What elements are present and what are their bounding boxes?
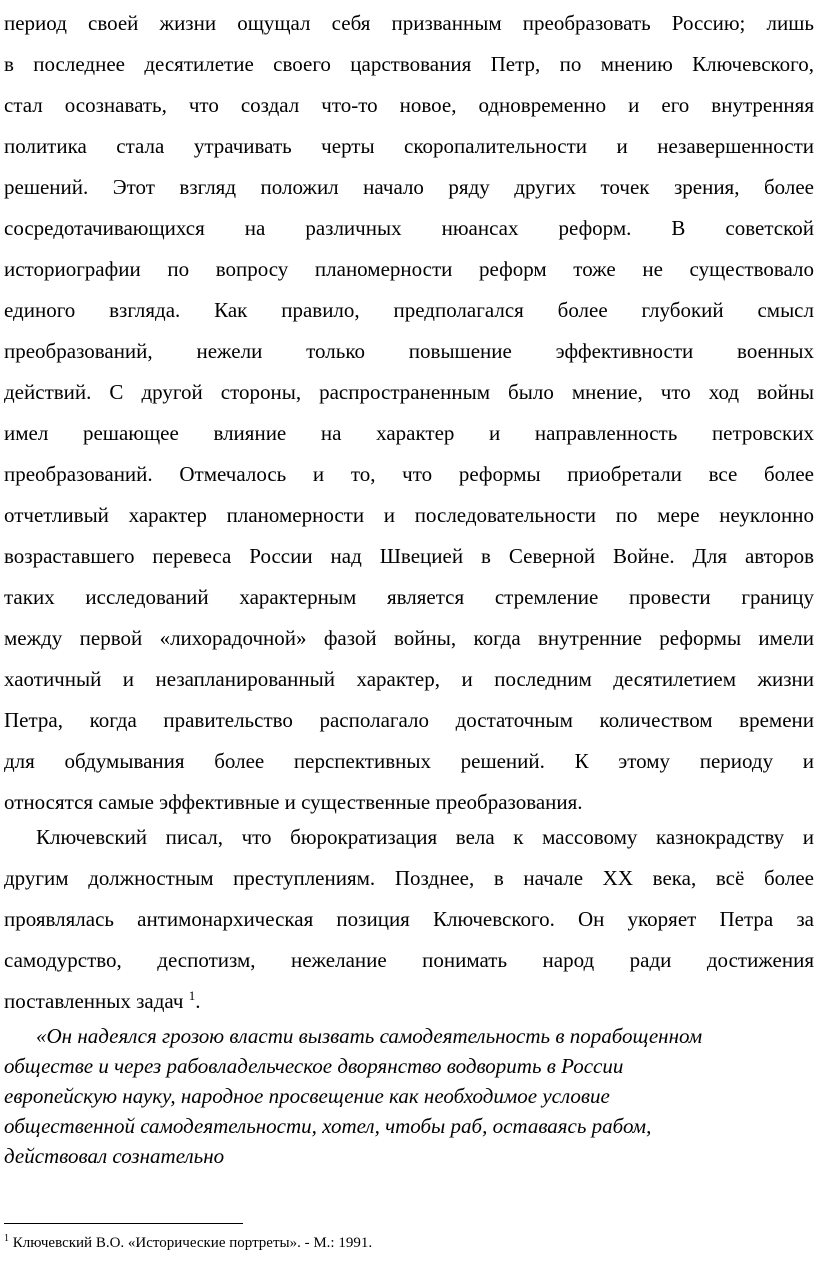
- text-fragment: .: [195, 989, 201, 1013]
- text-line: таких исследований характерным является стремление провести границу: [4, 585, 814, 609]
- paragraph-2: [4, 817, 814, 1022]
- text-line: в последнее десятилетие своего царствования Петр, по мнению Ключевского,: [4, 52, 814, 76]
- text-line: отчетливый характер планомерности и последовательности по мере неуклонно: [4, 503, 814, 527]
- text-line: историографии по вопросу планомерности реформ тоже не существовало: [4, 257, 814, 281]
- text-line-last: [4, 981, 814, 1022]
- text-line: самодурство, деспотизм, нежелание понимать народ ради достижения: [4, 948, 814, 972]
- quote-line: европейскую науку, народное просвещение как необходимое условие: [4, 1084, 610, 1108]
- quote-line: обществе и через рабовладельческое дворянство водворить в России: [4, 1054, 624, 1078]
- text-line: хаотичный и незапланированный характер, и последним десятилетием жизни: [4, 667, 814, 691]
- footnote-reference[interactable]: 1: [188, 988, 196, 1003]
- text-line: период своей жизни ощущал себя призванным преобразовать Россию; лишь: [4, 11, 814, 35]
- text-line: сосредотачивающихся на различных нюансах реформ. В советской: [4, 216, 814, 240]
- text-line: преобразований, нежели только повышение эффективности военных: [4, 339, 814, 363]
- text-line: относятся самые эффективные и существенные преобразования.: [4, 790, 583, 814]
- text-line: решений. Этот взгляд положил начало ряду других точек зрения, более: [4, 175, 814, 199]
- text-line: для обдумывания более перспективных решений. К этому периоду и: [4, 749, 814, 773]
- footnote-separator: [4, 1223, 243, 1224]
- footnote-marker: 1: [4, 1233, 9, 1244]
- text-line: Ключевский писал, что бюрократизация вела к массовому казнокрадству и: [36, 825, 814, 849]
- text-line: проявлялась антимонархическая позиция Ключевского. Он укоряет Петра за: [4, 907, 814, 931]
- text-line: между первой «лихорадочной» фазой войны, когда внутренние реформы имели: [4, 626, 814, 650]
- text-line: единого взгляда. Как правило, предполагался более глубокий смысл: [4, 298, 814, 322]
- quote-line: «Он надеялся грозою власти вызвать самодеятельность в порабощенном: [36, 1024, 703, 1048]
- text-fragment: поставленных задач: [4, 989, 184, 1013]
- paragraph-1: [4, 3, 814, 823]
- text-line: другим должностным преступлениям. Позднее, в начале XX века, всё более: [4, 866, 814, 890]
- quote-line: общественной самодеятельности, хотел, чтобы раб, оставаясь рабом,: [4, 1114, 652, 1138]
- footnote: [4, 1233, 372, 1253]
- text-line: Петра, когда правительство располагало достаточным количеством времени: [4, 708, 814, 732]
- text-line: возраставшего перевеса России над Швецией в Северной Войне. Для авторов: [4, 544, 814, 568]
- text-line: имел решающее влияние на характер и направленность петровских: [4, 421, 814, 445]
- text-line: действий. С другой стороны, распространенным было мнение, что ход войны: [4, 380, 814, 404]
- text-line: политика стала утрачивать черты скоропалительности и незавершенности: [4, 134, 814, 158]
- text-line: преобразований. Отмечалось и то, что реформы приобретали все более: [4, 462, 814, 486]
- footnote-text: Ключевский В.О. «Исторические портреты». - М.: 1991.: [9, 1235, 373, 1251]
- text-line: стал осознавать, что создал что-то новое, одновременно и его внутренняя: [4, 93, 814, 117]
- block-quote: [4, 1021, 814, 1171]
- quote-line: действовал сознательно: [4, 1144, 225, 1168]
